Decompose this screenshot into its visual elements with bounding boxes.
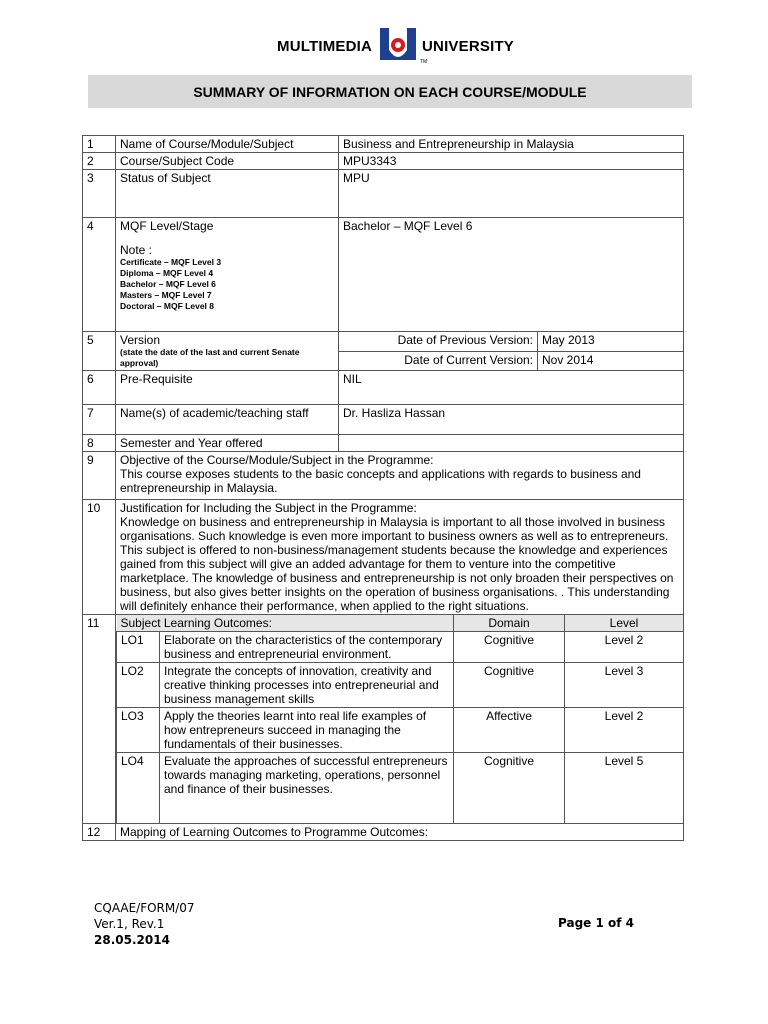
row-number: 6 xyxy=(83,371,116,405)
previous-version-value: May 2013 xyxy=(538,332,684,352)
row-label: Pre-Requisite xyxy=(116,371,339,405)
trademark-mark: TM xyxy=(420,59,428,65)
row-number: 8 xyxy=(83,435,116,452)
row-label: Version xyxy=(120,333,161,347)
mapping-label: Mapping of Learning Outcomes to Programme Outcomes: xyxy=(116,823,684,840)
page-number: Page 1 of 4 xyxy=(558,916,634,930)
previous-version-label: Date of Previous Version: xyxy=(339,332,538,352)
row-number: 1 xyxy=(83,136,116,153)
row-number: 4 xyxy=(83,218,116,332)
row-number: 3 xyxy=(83,170,116,218)
note-item: Bachelor – MQF Level 6 xyxy=(120,279,216,289)
course-name-value: Business and Entrepreneurship in Malaysia xyxy=(339,136,684,153)
row-label: Subject Learning Outcomes: xyxy=(117,615,454,632)
table-row xyxy=(83,823,684,840)
row-number: 9 xyxy=(83,452,116,500)
outcome-level: Level 5 xyxy=(565,753,684,823)
row-label: Status of Subject xyxy=(116,170,339,218)
row-number: 12 xyxy=(83,823,116,840)
row-number: 7 xyxy=(83,405,116,435)
row-label: MQF Level/Stage xyxy=(120,219,214,233)
outcome-domain: Cognitive xyxy=(454,663,565,708)
note-item: Doctoral – MQF Level 8 xyxy=(120,301,214,311)
table-row xyxy=(117,615,684,632)
outcome-code: LO3 xyxy=(117,708,160,753)
staff-value: Dr. Hasliza Hassan xyxy=(339,405,684,435)
outcome-domain: Cognitive xyxy=(454,632,565,663)
outcome-code: LO1 xyxy=(117,632,160,663)
table-row xyxy=(83,452,684,500)
row-number: 11 xyxy=(83,615,116,824)
mqf-level-cell xyxy=(116,218,339,332)
table-row xyxy=(83,435,684,452)
table-row xyxy=(83,170,684,218)
current-version-label: Date of Current Version: xyxy=(339,351,538,371)
objective-text: This course exposes students to the basic concepts and applications with regards to business and entrepreneurship in Malaysia. xyxy=(120,467,641,495)
logo-right-word: UNIVERSITY xyxy=(422,38,515,55)
outcome-domain: Affective xyxy=(454,708,565,753)
status-value: MPU xyxy=(339,170,684,218)
prerequisite-value: NIL xyxy=(339,371,684,405)
row-label: Name of Course/Module/Subject xyxy=(116,136,339,153)
domain-header: Domain xyxy=(454,615,565,632)
note-item: Diploma – MQF Level 4 xyxy=(120,268,214,278)
table-row xyxy=(83,153,684,170)
row-label: Objective of the Course/Module/Subject in the Programme: xyxy=(120,453,434,467)
course-info-table xyxy=(82,135,684,841)
justification-cell xyxy=(116,500,684,615)
version-note: (state the date of the last and current Senate approval) xyxy=(120,347,300,368)
current-version-value: Nov 2014 xyxy=(538,351,684,371)
objective-cell xyxy=(116,452,684,500)
logo-left-word: MULTIMEDIA xyxy=(277,38,373,55)
note-item: Masters – MQF Level 7 xyxy=(120,290,212,300)
university-logo xyxy=(0,28,768,72)
university-emblem-icon xyxy=(378,28,418,66)
row-label: Name(s) of academic/teaching staff xyxy=(116,405,339,435)
level-header: Level xyxy=(565,615,684,632)
learning-outcomes-cell xyxy=(116,615,684,824)
row-label: Course/Subject Code xyxy=(116,153,339,170)
table-row xyxy=(117,753,684,823)
row-number: 10 xyxy=(83,500,116,615)
footer-form-info xyxy=(94,900,195,948)
outcome-text: Evaluate the approaches of successful entrepreneurs towards managing marketing, operations, personnel and finance of their businesses. xyxy=(160,753,454,823)
table-row xyxy=(117,632,684,663)
outcome-text: Elaborate on the characteristics of the contemporary business and entrepreneurial environment. xyxy=(160,632,454,663)
table-row xyxy=(83,332,684,352)
note-item: Certificate – MQF Level 3 xyxy=(120,257,222,267)
outcome-level: Level 2 xyxy=(565,632,684,663)
table-row xyxy=(83,500,684,615)
outcome-level: Level 2 xyxy=(565,708,684,753)
mqf-level-value: Bachelor – MQF Level 6 xyxy=(339,218,684,332)
version-cell xyxy=(116,332,339,371)
form-code: CQAAE/FORM/07 xyxy=(94,901,195,915)
outcome-code: LO2 xyxy=(117,663,160,708)
semester-value xyxy=(339,435,684,452)
page-title: SUMMARY OF INFORMATION ON EACH COURSE/MODULE xyxy=(88,75,692,108)
row-number: 2 xyxy=(83,153,116,170)
table-row xyxy=(83,405,684,435)
form-version: Ver.1, Rev.1 xyxy=(94,917,165,931)
outcome-level: Level 3 xyxy=(565,663,684,708)
table-row xyxy=(83,136,684,153)
table-row xyxy=(83,218,684,332)
form-date: 28.05.2014 xyxy=(94,933,170,947)
outcome-text: Integrate the concepts of innovation, creativity and creative thinking processes into entrepreneurial and business management skills xyxy=(160,663,454,708)
table-row xyxy=(83,371,684,405)
row-label: Semester and Year offered xyxy=(116,435,339,452)
table-row xyxy=(117,663,684,708)
row-label: Justification for Including the Subject in the Programme: xyxy=(120,501,417,515)
learning-outcomes-table xyxy=(116,615,683,823)
justification-text: Knowledge on business and entrepreneurship in Malaysia is important to all those involved in business organisations. Such knowledge is even more important to business owners as well as to entrepreneurs. This subject is offered to non-business/management students because the knowledge and experiences gained from this subject will give an added advantage for them to venture into the competitive marketplace. The knowledge of business and entrepreneurship is not only broaden their perspectives on business, but also gives better insights on the operation of business organisations. . This understanding will definitely enhance their performance, when applied to the right situations. xyxy=(120,515,674,613)
table-row xyxy=(117,708,684,753)
course-code-value: MPU3343 xyxy=(339,153,684,170)
outcome-text: Apply the theories learnt into real life examples of how entrepreneurs succeed in managing the fundamentals of their businesses. xyxy=(160,708,454,753)
outcome-domain: Cognitive xyxy=(454,753,565,823)
row-number: 5 xyxy=(83,332,116,371)
note-title: Note : xyxy=(120,243,153,257)
table-row xyxy=(83,615,684,824)
outcome-code: LO4 xyxy=(117,753,160,823)
